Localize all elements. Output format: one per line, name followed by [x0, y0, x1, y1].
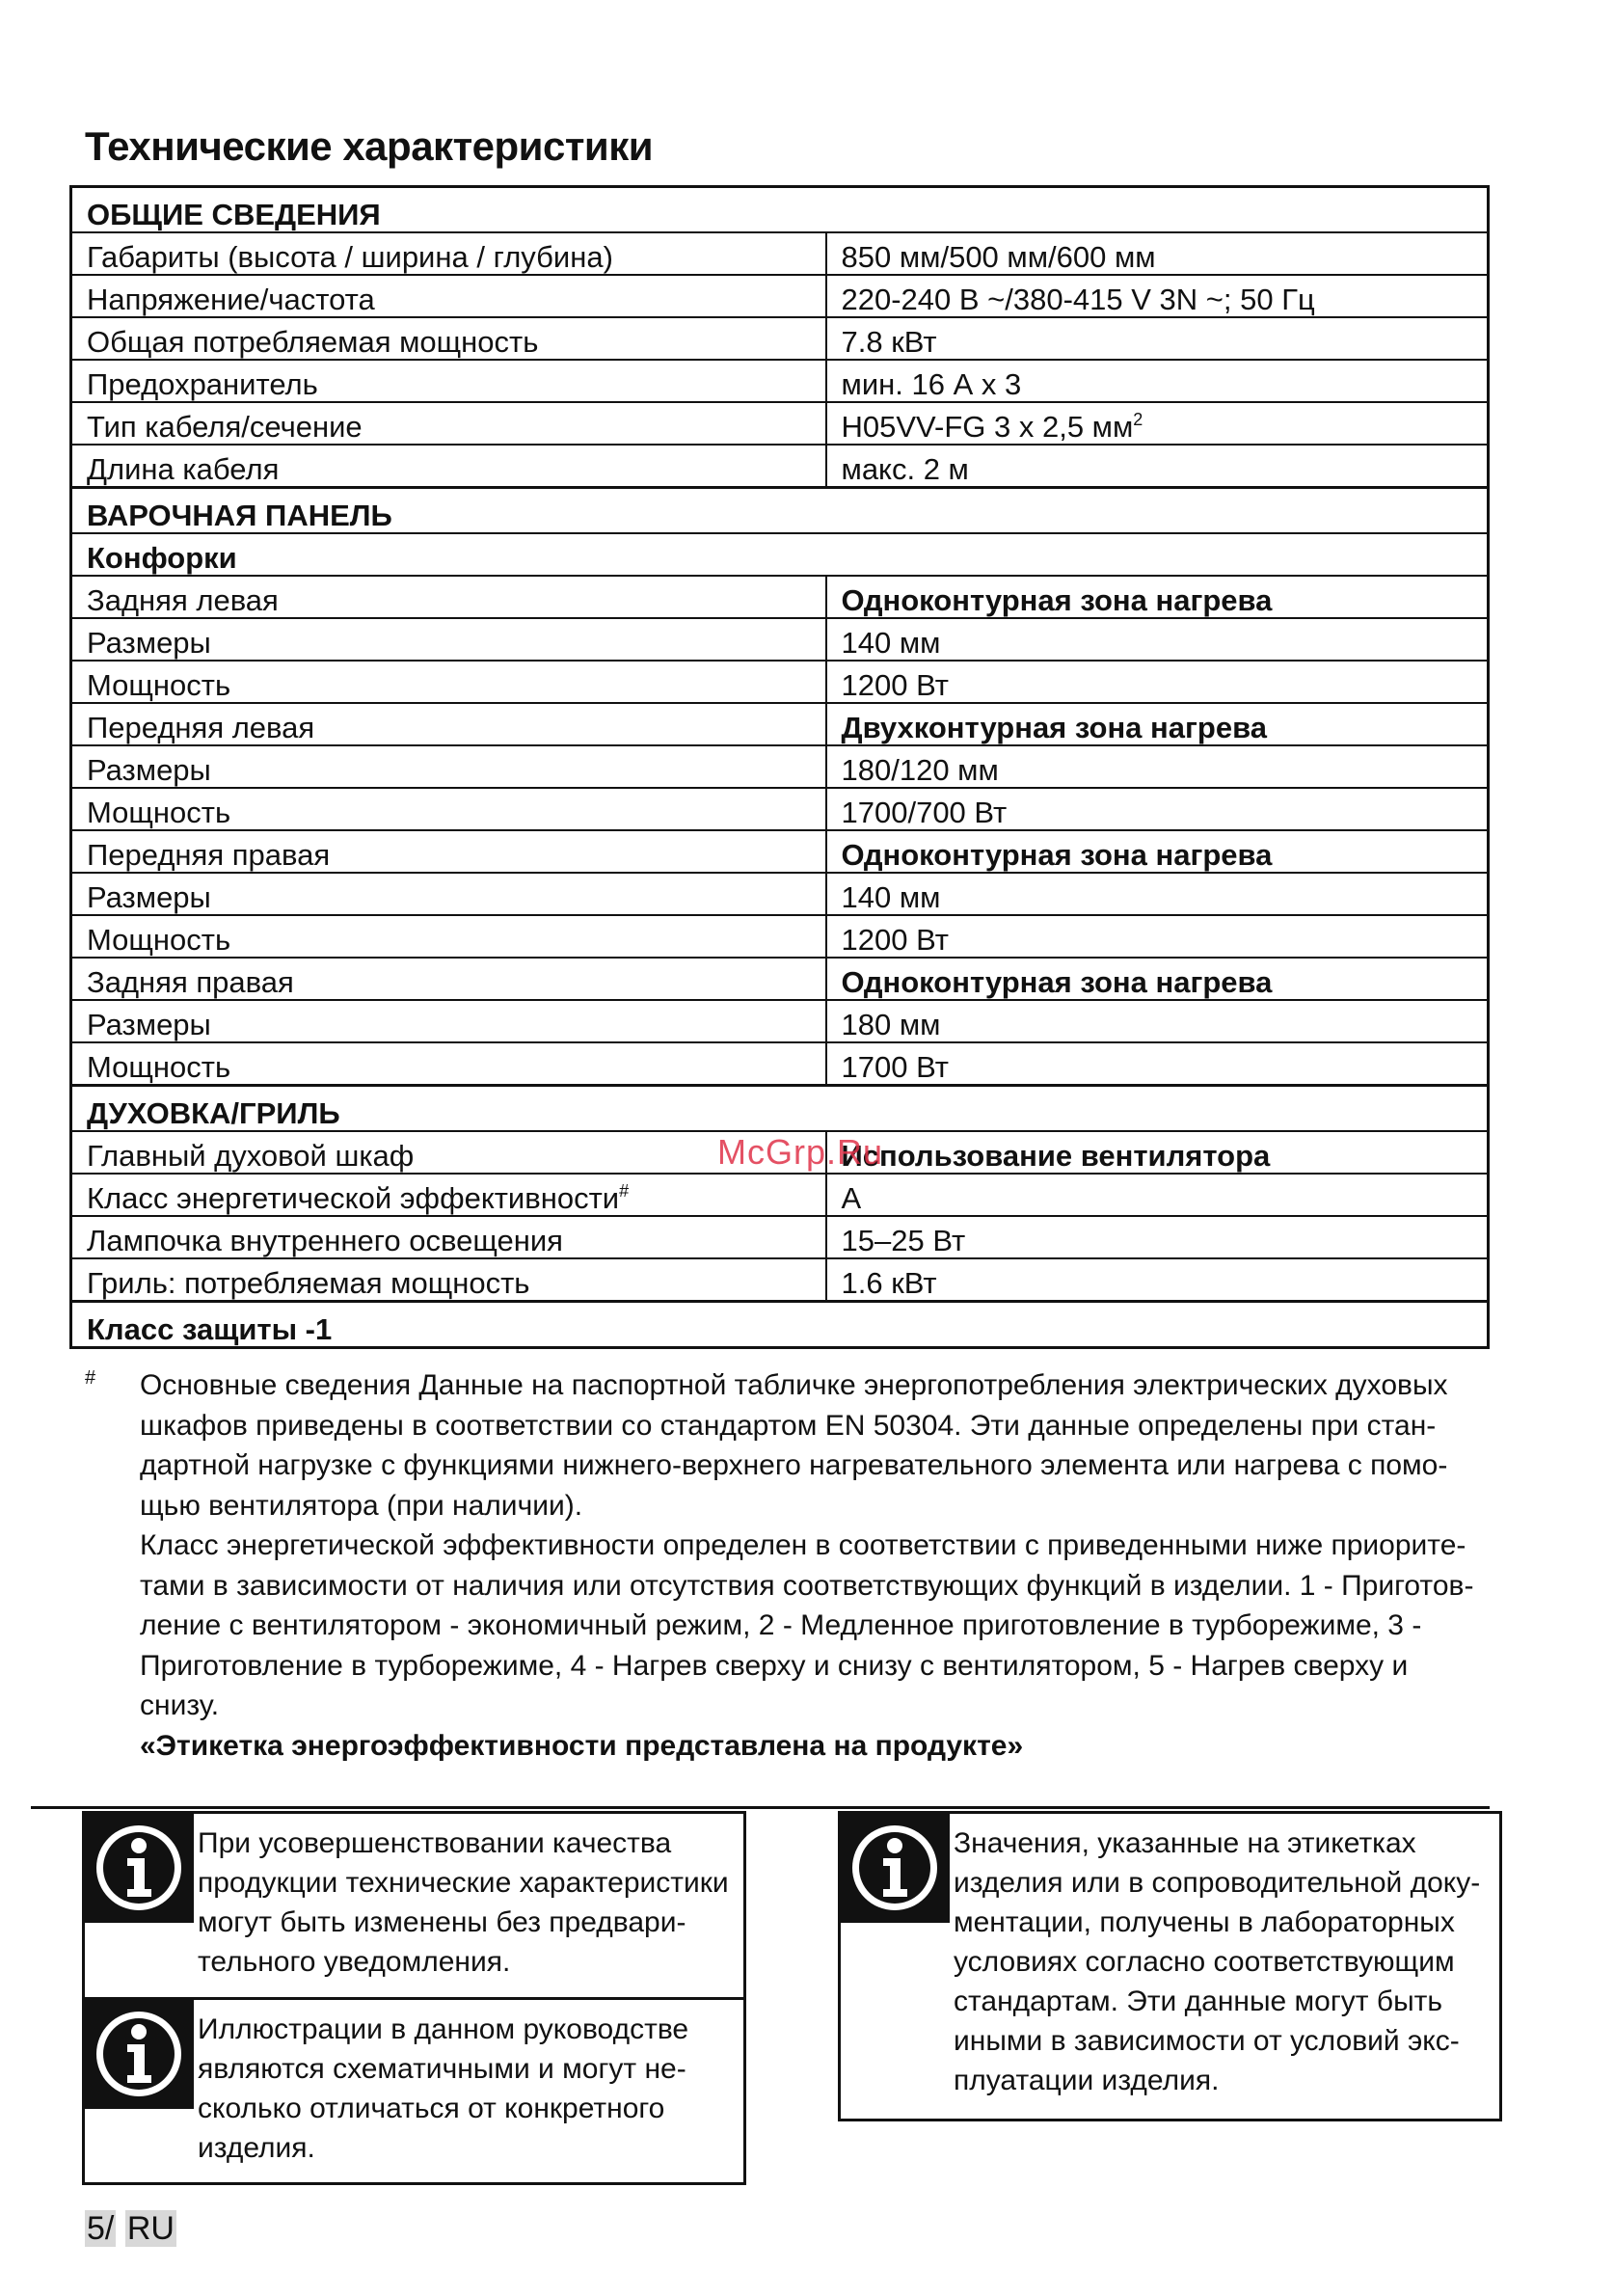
table-row	[71, 788, 1489, 830]
spec-label: Длина кабеля	[71, 445, 826, 488]
spec-value: 15–25 Вт	[826, 1216, 1489, 1258]
info-note	[85, 1814, 743, 2000]
protection-class: Класс защиты -1	[71, 1302, 1489, 1348]
spec-label	[71, 1174, 826, 1216]
table-row	[71, 661, 1489, 703]
spec-label: Предохранитель	[71, 360, 826, 402]
table-row	[71, 1216, 1489, 1258]
table-row	[71, 1042, 1489, 1086]
section-general	[71, 187, 1489, 233]
footnote	[140, 1365, 1490, 1766]
table-row	[71, 576, 1489, 618]
spec-label: Мощность	[71, 915, 826, 958]
spec-table	[69, 185, 1490, 1349]
footnote-ref: #	[619, 1181, 630, 1201]
spec-label: Общая потребляемая мощность	[71, 317, 826, 360]
spec-value: 850 мм/500 мм/600 мм	[826, 232, 1489, 275]
burner-name: Задняя левая	[71, 576, 826, 618]
spec-label: Габариты (высота / ширина / глубина)	[71, 232, 826, 275]
spec-value: 1.6 кВт	[826, 1258, 1489, 1302]
burner-name: Передняя левая	[71, 703, 826, 745]
spec-label: Мощность	[71, 1042, 826, 1086]
table-row	[71, 360, 1489, 402]
info-note	[85, 2000, 743, 2182]
spec-value	[826, 402, 1489, 445]
spec-value: Использование вентилятора	[826, 1131, 1489, 1174]
info-icon	[841, 1814, 950, 1923]
spec-label: Размеры	[71, 873, 826, 915]
subsection-header: Конфорки	[71, 533, 1489, 576]
info-icon	[85, 2000, 194, 2109]
table-row	[71, 830, 1489, 873]
spec-value: 1700/700 Вт	[826, 788, 1489, 830]
section-oven	[71, 1086, 1489, 1132]
spec-value: 1200 Вт	[826, 915, 1489, 958]
spec-value: 220-240 В ~/380-415 V 3N ~; 50 Гц	[826, 275, 1489, 317]
table-row	[71, 1174, 1489, 1216]
table-row	[71, 232, 1489, 275]
spec-value: 7.8 кВт	[826, 317, 1489, 360]
table-row	[71, 275, 1489, 317]
spec-value: 140 мм	[826, 618, 1489, 661]
info-icon	[85, 1814, 194, 1923]
page-number	[85, 2210, 176, 2248]
footnote-mark: #	[85, 1367, 96, 1389]
table-row	[71, 1000, 1489, 1042]
table-row	[71, 618, 1489, 661]
table-row	[71, 533, 1489, 576]
spec-value: 1200 Вт	[826, 661, 1489, 703]
spec-value: A	[826, 1174, 1489, 1216]
watermark: McGrp.Ru	[717, 1132, 884, 1172]
table-row	[71, 402, 1489, 445]
page-lang: RU	[126, 2210, 175, 2247]
table-row	[71, 1258, 1489, 1302]
energy-class-label: Класс энергетической эффективности	[87, 1181, 620, 1215]
divider	[31, 1806, 1490, 1809]
spec-value: 180/120 мм	[826, 745, 1489, 788]
section-hob	[71, 488, 1489, 534]
burner-name: Задняя правая	[71, 958, 826, 1000]
table-row	[71, 915, 1489, 958]
footnote-paragraph: Основные сведения Данные на паспортной табличке энергопотребления электрических духовых шкафов приведены в соответствии со стандартом EN 50304. Эти данные определены при стан-дартной нагрузке с функциями нижнего-верхнего нагревательного элемента или нагрева с помо-щью вентилятора (при наличии).	[140, 1369, 1448, 1522]
table-row	[71, 745, 1489, 788]
spec-label: Размеры	[71, 618, 826, 661]
spec-label: Гриль: потребляемая мощность	[71, 1258, 826, 1302]
section-header: ОБЩИЕ СВЕДЕНИЯ	[71, 187, 1489, 233]
section-protection	[71, 1302, 1489, 1348]
spec-value: 1700 Вт	[826, 1042, 1489, 1086]
notes-left-box	[82, 1811, 746, 2185]
burner-type: Одноконтурная зона нагрева	[826, 830, 1489, 873]
spec-value: 180 мм	[826, 1000, 1489, 1042]
notes-right-box	[838, 1811, 1502, 2121]
burner-name: Передняя правая	[71, 830, 826, 873]
spec-label: Лампочка внутреннего освещения	[71, 1216, 826, 1258]
burner-type: Двухконтурная зона нагрева	[826, 703, 1489, 745]
spec-value: мин. 16 А х 3	[826, 360, 1489, 402]
burner-type: Одноконтурная зона нагрева	[826, 958, 1489, 1000]
spec-label: Тип кабеля/сечение	[71, 402, 826, 445]
note-text: Иллюстрации в данном руководстве являются схематичными и могут не-сколько отличаться от конкретного изделия.	[198, 2013, 689, 2164]
spec-label: Напряжение/частота	[71, 275, 826, 317]
info-note	[841, 1814, 1499, 2119]
spec-label: Мощность	[71, 788, 826, 830]
footnote-paragraph: Класс энергетической эффективности определен в соответствии с приведенными ниже приорите-тами в зависимости от наличия или отсутствия соответствующих функций в изделии. 1 - Приготов-ление с вентилятором - экономичный режим, 2 - Медленное приготовление в турборежиме, 3 - Приготовление в турборежиме, 4 - Нагрев сверху и снизу с вентилятором, 5 - Нагрев сверху и снизу.	[140, 1529, 1474, 1721]
spec-label: Размеры	[71, 1000, 826, 1042]
table-row	[71, 958, 1489, 1000]
table-row	[71, 445, 1489, 488]
section-header: ДУХОВКА/ГРИЛЬ	[71, 1086, 1489, 1132]
superscript: 2	[1133, 410, 1143, 429]
page-number-value: 5/	[87, 2210, 115, 2247]
spec-label: Мощность	[71, 661, 826, 703]
spec-value: макс. 2 м	[826, 445, 1489, 488]
energy-label-note: «Этикетка энергоэффективности представлена на продукте»	[140, 1729, 1024, 1762]
spec-label: Размеры	[71, 745, 826, 788]
note-text: При усовершенствовании качества продукции технические характеристики могут быть изменены без предвари-тельного уведомления.	[198, 1827, 729, 1978]
table-row	[71, 317, 1489, 360]
table-row	[71, 873, 1489, 915]
spec-label: Главный духовой шкаф	[71, 1131, 826, 1174]
table-row	[71, 703, 1489, 745]
page-title: Технические характеристики	[85, 123, 654, 169]
cable-value: H05VV-FG 3 x 2,5 мм	[841, 410, 1134, 444]
section-header: ВАРОЧНАЯ ПАНЕЛЬ	[71, 488, 1489, 534]
burner-type: Одноконтурная зона нагрева	[826, 576, 1489, 618]
note-text: Значения, указанные на этикетках изделия или в сопроводительной доку-ментации, получены в лабораторных условиях согласно соответствующим стандартам. Эти данные могут быть иными в зависимости от условий экс-плуатации изделия.	[954, 1827, 1481, 2096]
spec-value: 140 мм	[826, 873, 1489, 915]
